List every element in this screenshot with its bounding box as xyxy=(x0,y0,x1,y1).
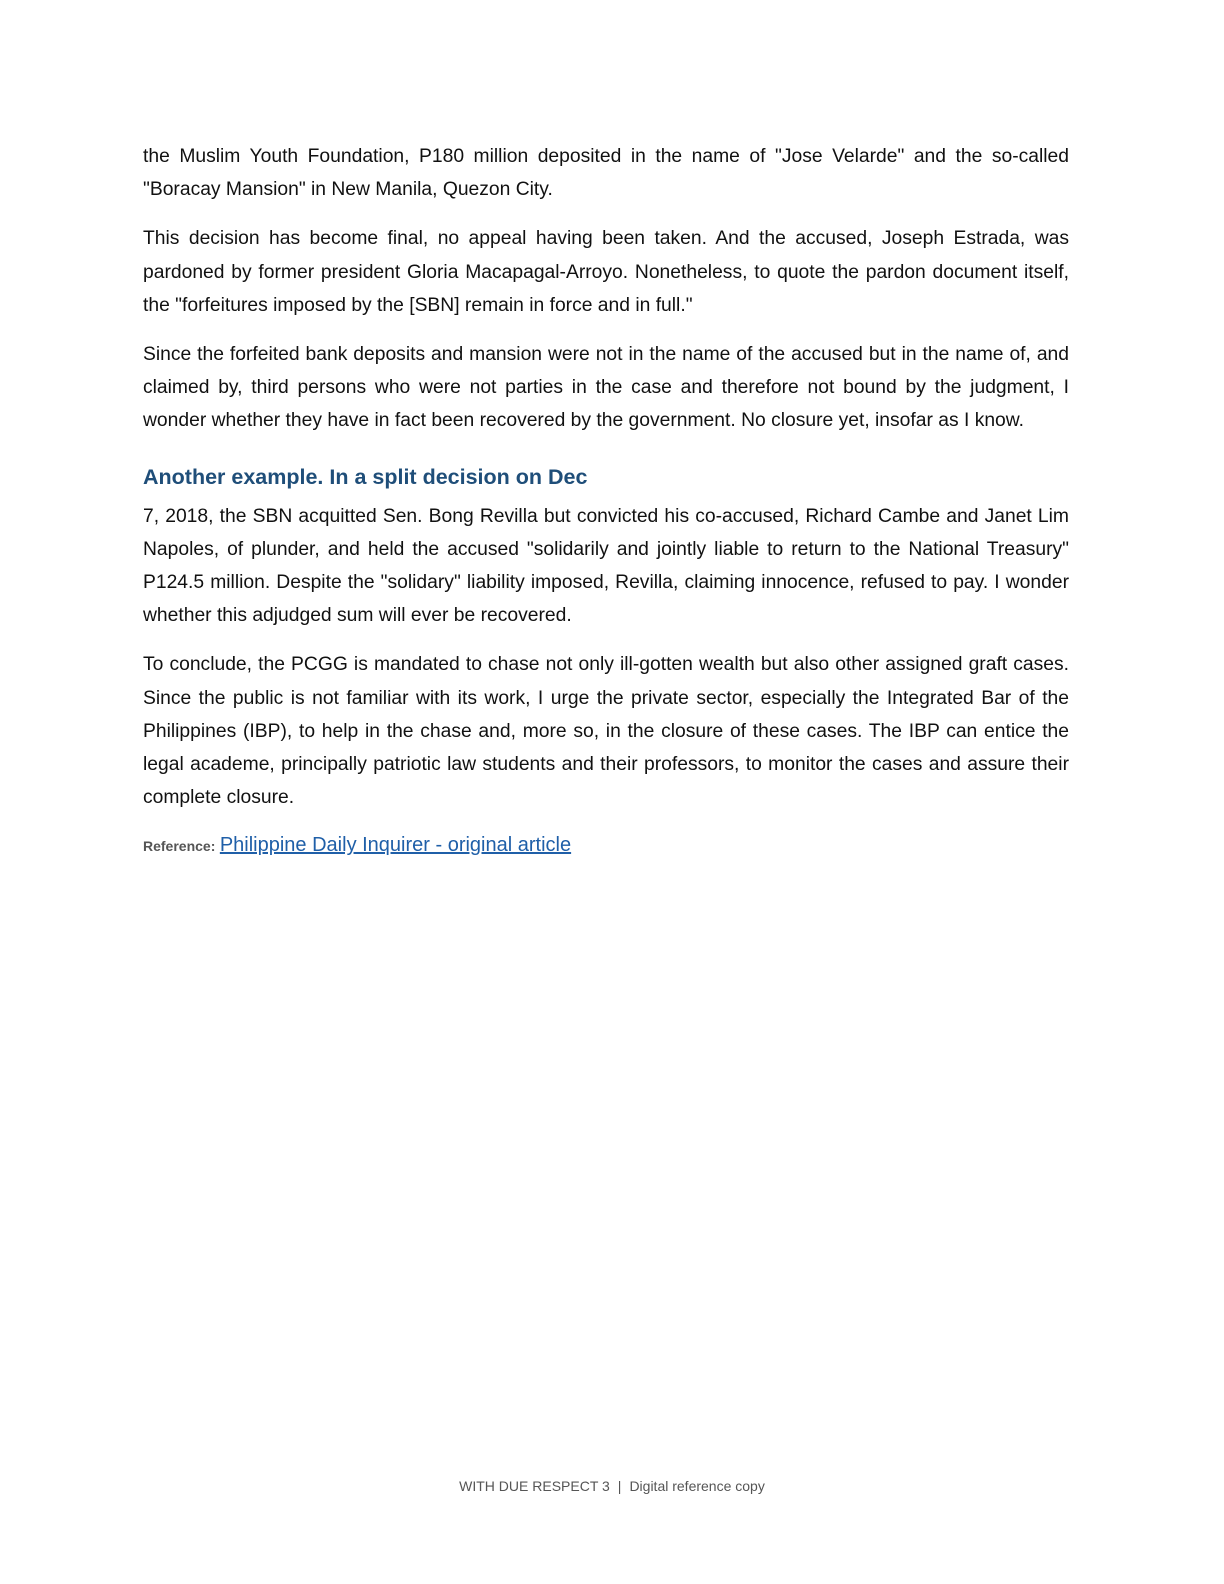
footer-note: Digital reference copy xyxy=(629,1478,765,1494)
footer-title: WITH DUE RESPECT 3 xyxy=(459,1478,610,1494)
paragraph-pardon: This decision has become final, no appeal having been taken. And the accused, Joseph Estrada, was pardoned by former president Gloria Macapagal-Arroyo. Nonetheless, to quote the pardon document itself, the "forfeitures imposed by the [SBN] remain in force and in full." xyxy=(143,228,1069,316)
reference-link[interactable]: Philippine Daily Inquirer - original article xyxy=(219,834,572,857)
footer-separator: | xyxy=(617,1478,622,1494)
article-body xyxy=(143,140,1069,862)
paragraph-revilla-decision: 7, 2018, the SBN acquitted Sen. Bong Revilla but convicted his co-accused, Richard Cambe and Janet Lim Napoles, of plunder, and held the accused "solidarily and jointly liable to return to the National Treasury" P124.5 million. Despite the "solidary" liability imposed, Revilla, claiming innocence, refused to pay. I wonder whether this adjudged sum will ever be recovered. xyxy=(143,505,1069,627)
paragraph-muslim-youth-foundation: the Muslim Youth Foundation, P180 million deposited in the name of "Jose Velarde" and the so-called "Boracay Mansion" in New Manila, Quezon City. xyxy=(143,146,1069,201)
paragraph-conclusion: To conclude, the PCGG is mandated to chase not only ill-gotten wealth but also other assigned graft cases. Since the public is not familiar with its work, I urge the private sector, especially the Integrated Bar of the Philippines (IBP), to help in the chase and, more so, in the closure of these cases. The IBP can entice the legal academe, principally patriotic law students and their professors, to monitor the cases and assure their complete closure. xyxy=(143,654,1069,809)
paragraph-forfeited-deposits: Since the forfeited bank deposits and mansion were not in the name of the accused but in the name of, and claimed by, third persons who were not parties in the case and therefore not bound by the judgment, I wonder whether they have in fact been recovered by the government. No closure yet, insofar as I know. xyxy=(143,344,1069,432)
reference-line xyxy=(143,830,1069,862)
reference-label: Reference: xyxy=(143,838,216,855)
section-heading: Another example. In a split decision on Dec xyxy=(143,464,588,489)
page-footer xyxy=(0,1478,1224,1494)
